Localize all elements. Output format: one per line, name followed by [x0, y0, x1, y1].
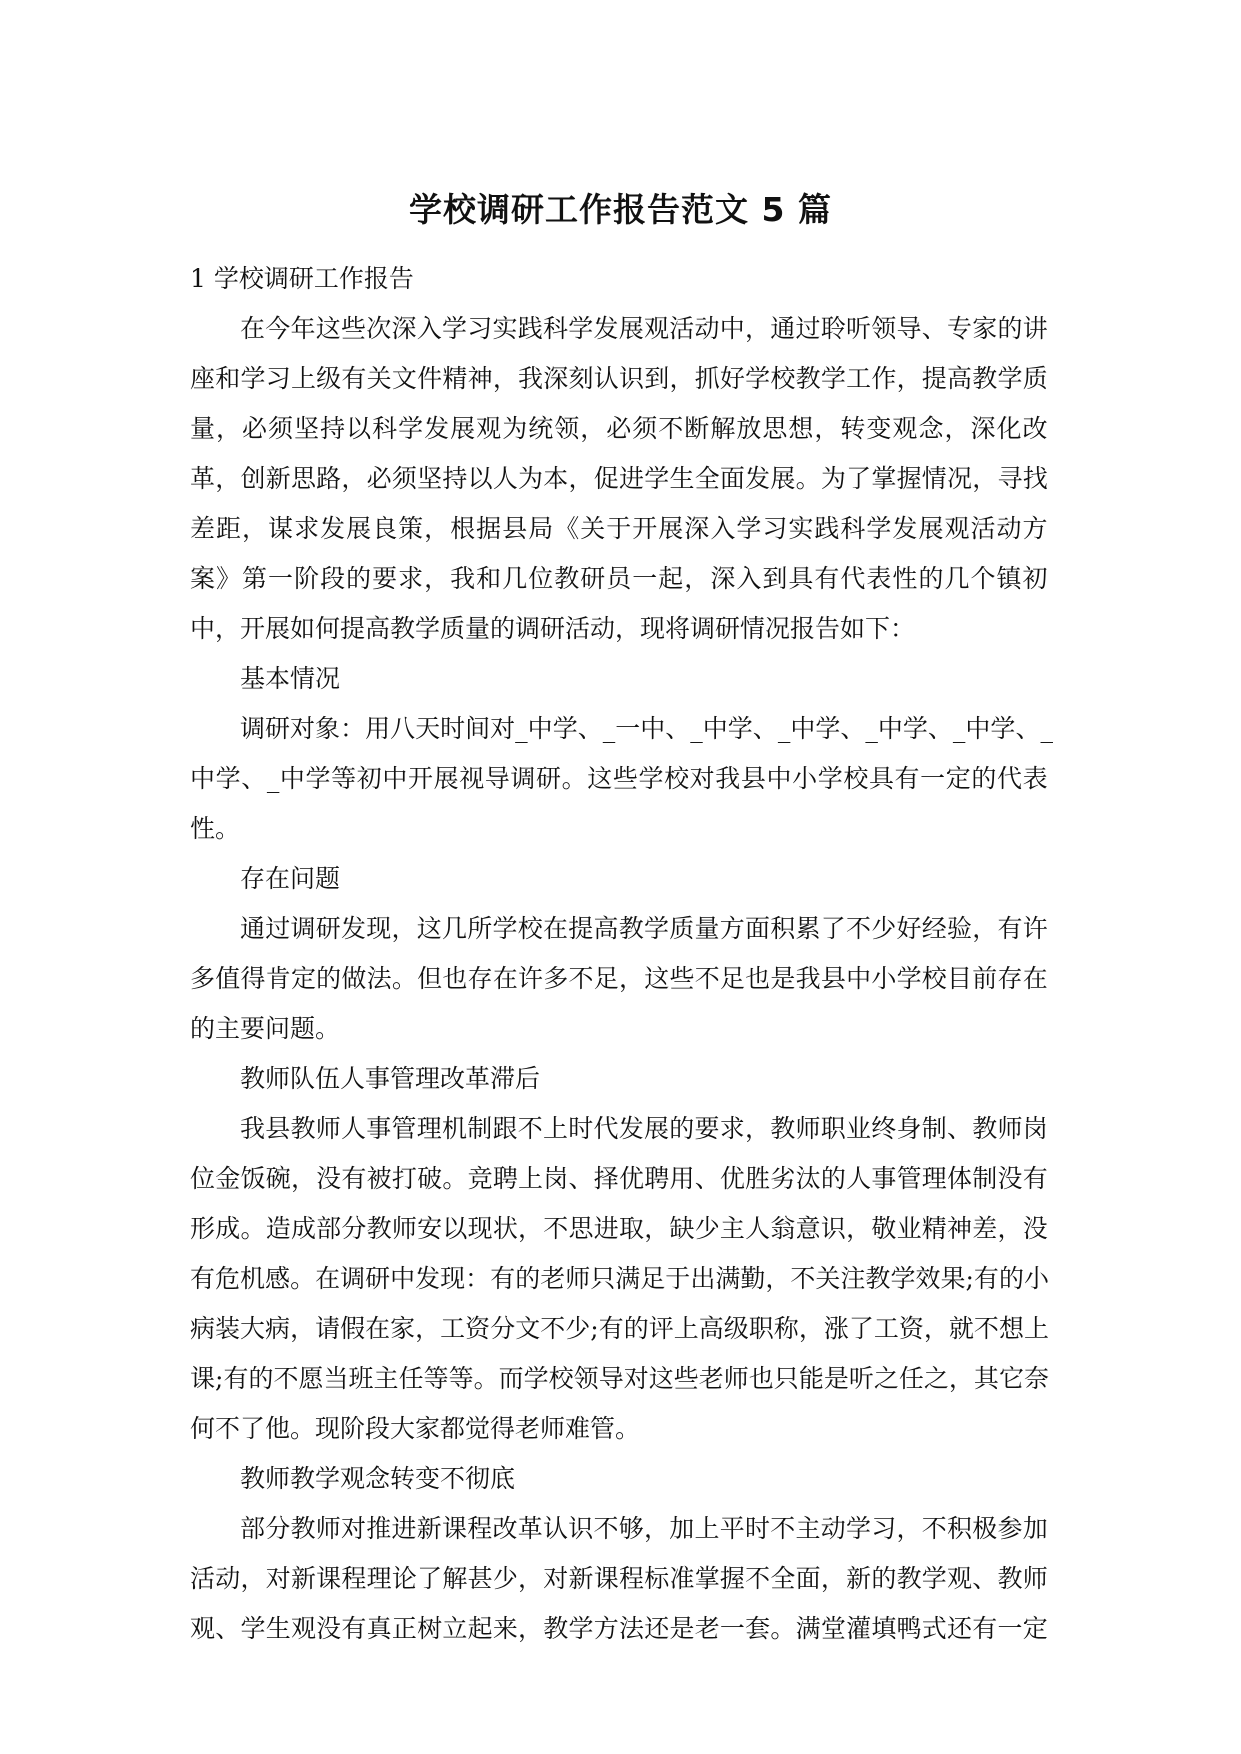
text-line: 观 、 学 生 观 没 有 真 正 树 立 起 来 ， 教 学 方 法 还 是 老 一 套 。 满 堂 灌 填 鸭 式 还 有 一 定 [190, 1614, 1048, 1643]
text-line: 调 研 对 象 ： 用 八 天 时 间 对 _ 中 学 、 _ 一 中 、 _ 中 学 、 _ 中 学 、 _ 中 学 、 _ 中 学 、 _ [240, 714, 1053, 743]
subheading: 教师队伍人事管理改革滞后 [240, 1064, 541, 1093]
text-line: 差 距 ， 谋 求 发 展 良 策 ， 根 据 县 局 《 关 于 开 展 深 入 学 习 实 践 科 学 发 展 观 活 动 方 [190, 514, 1048, 543]
text-line: 活 动 ， 对 新 课 程 理 论 了 解 甚 少 ， 对 新 课 程 标 准 掌 握 不 全 面 ， 新 的 教 学 观 、 教 师 [190, 1564, 1048, 1593]
text-line: 部 分 教 师 对 推 进 新 课 程 改 革 认 识 不 够 ， 加 上 平 时 不 主 动 学 习 ， 不 积 极 参 加 [240, 1514, 1048, 1543]
text-line: 革 ， 创 新 思 路 ， 必 须 坚 持 以 人 为 本 ， 促 进 学 生 全 面 发 展 。 为 了 掌 握 情 况 ， 寻 找 [190, 464, 1048, 493]
subheading: 基本情况 [240, 664, 341, 693]
text-line: 在 今 年 这 些 次 深 入 学 习 实 践 科 学 发 展 观 活 动 中 ， 通 过 聆 听 领 导 、 专 家 的 讲 [240, 314, 1048, 343]
text-line: 形 成 。 造 成 部 分 教 师 安 以 现 状 ， 不 思 进 取 ， 缺 少 主 人 翁 意 识 ， 敬 业 精 神 差 ， 没 [190, 1214, 1048, 1243]
text-line: 何不了他。现阶段大家都觉得老师难管。 [190, 1414, 641, 1443]
text-line: 多 值 得 肯 定 的 做 法 。 但 也 存 在 许 多 不 足 ， 这 些 不 足 也 是 我 县 中 小 学 校 目 前 存 在 [190, 964, 1048, 993]
document-title: 学校调研工作报告范文 5 篇 [409, 190, 832, 229]
text-line: 中，开展如何提高教学质量的调研活动，现将调研情况报告如下： [190, 614, 916, 643]
text-line: 我 县 教 师 人 事 管 理 机 制 跟 不 上 时 代 发 展 的 要 求 ， 教 师 职 业 终 身 制 、 教 师 岗 [240, 1114, 1048, 1143]
text-line: 有 危 机 感 。 在 调 研 中 发 现 ： 有 的 老 师 只 满 足 于 出 满 勤 ， 不 关 注 教 学 效 果 ; 有 的 小 [190, 1264, 1049, 1293]
text-line: 通 过 调 研 发 现 ， 这 几 所 学 校 在 提 高 教 学 质 量 方 面 积 累 了 不 少 好 经 验 ， 有 许 [240, 914, 1048, 943]
text-line: 案 》 第 一 阶 段 的 要 求 ， 我 和 几 位 教 研 员 一 起 ， 深 入 到 具 有 代 表 性 的 几 个 镇 初 [190, 564, 1048, 593]
text-line: 病 装 大 病 ， 请 假 在 家 ， 工 资 分 文 不 少 ; 有 的 评 上 高 级 职 称 ， 涨 了 工 资 ， 就 不 想 上 [190, 1314, 1049, 1343]
subheading: 教师教学观念转变不彻底 [240, 1464, 516, 1493]
document-body [190, 254, 1053, 1654]
text-line: 座 和 学 习 上 级 有 关 文 件 精 神 ， 我 深 刻 认 识 到 ， 抓 好 学 校 教 学 工 作 ， 提 高 教 学 质 [190, 364, 1048, 393]
text-line: 性。 [190, 814, 241, 843]
section-heading: 1 学校调研工作报告 [190, 264, 414, 293]
text-line: 中 学 、 _ 中 学 等 初 中 开 展 视 导 调 研 。 这 些 学 校 对 我 县 中 小 学 校 具 有 一 定 的 代 表 [190, 764, 1048, 793]
text-line: 课 ; 有 的 不 愿 当 班 主 任 等 等 。 而 学 校 领 导 对 这 些 老 师 也 只 能 是 听 之 任 之 ， 其 它 奈 [190, 1364, 1049, 1393]
text-line: 的主要问题。 [190, 1014, 341, 1043]
text-line: 量 ， 必 须 坚 持 以 科 学 发 展 观 为 统 领 ， 必 须 不 断 解 放 思 想 ， 转 变 观 念 ， 深 化 改 [190, 414, 1048, 443]
subheading: 存在问题 [240, 864, 341, 893]
text-line: 位 金 饭 碗 ， 没 有 被 打 破 。 竞 聘 上 岗 、 择 优 聘 用 、 优 胜 劣 汰 的 人 事 管 理 体 制 没 有 [190, 1164, 1048, 1193]
